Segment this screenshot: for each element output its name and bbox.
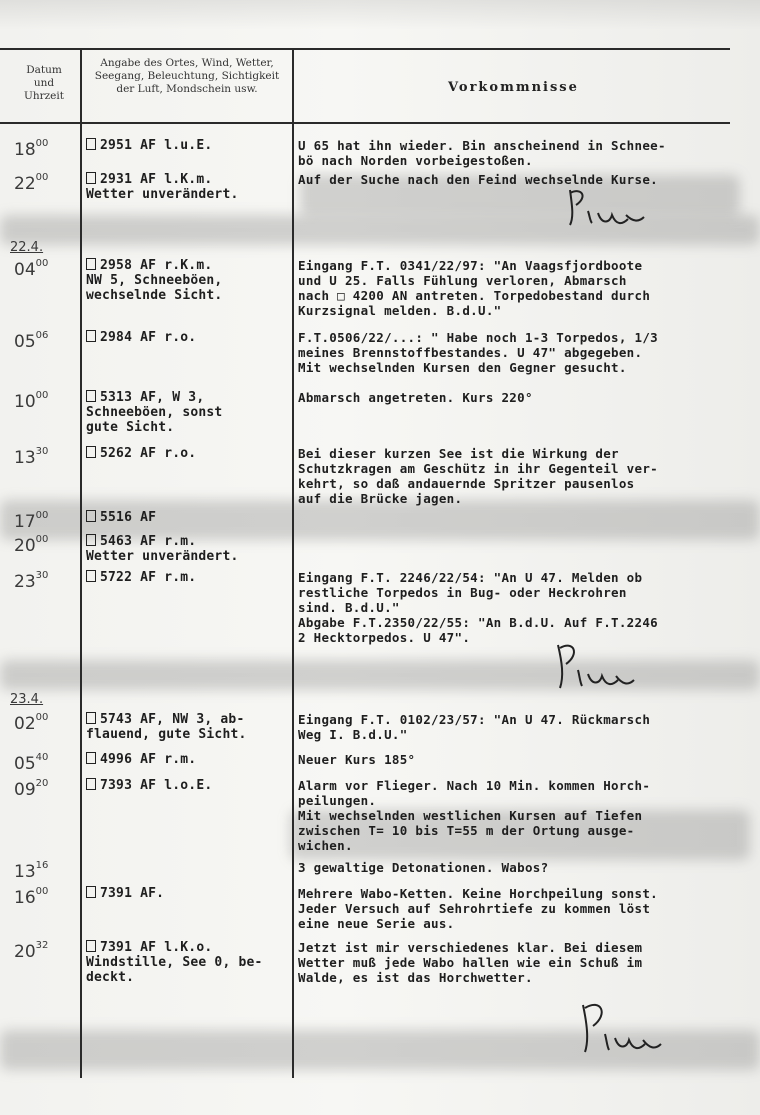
grid-square-icon <box>86 138 96 150</box>
entry-position-text: 5463 AF r.m. Wetter unverändert. <box>86 534 239 564</box>
entry-time <box>14 778 64 800</box>
grid-square-icon <box>86 534 96 546</box>
entry-time <box>14 570 64 592</box>
grid-square-icon <box>86 172 96 184</box>
entry-position <box>86 752 291 767</box>
grid-square-icon <box>86 886 96 898</box>
grid-square-icon <box>86 446 96 458</box>
entry-time-minute: 06 <box>35 330 49 341</box>
entry-time-hour: 17 <box>14 512 36 532</box>
entry-position-text: 5313 AF, W 3, Schneeböen, sonst gute Sicht. <box>86 390 223 435</box>
header-bottom-rule <box>0 122 730 124</box>
entry-time <box>14 534 64 556</box>
entry-time <box>14 886 64 908</box>
entry-time <box>14 940 64 962</box>
entry-event: U 65 hat ihn wieder. Bin anscheinend in Schnee- bö nach Norden vorbeigestoßen. <box>298 138 666 168</box>
entry-position <box>86 510 291 525</box>
entry-time <box>14 138 64 160</box>
entry-time <box>14 390 64 412</box>
entry-time-hour: 20 <box>14 942 36 962</box>
column-divider-2 <box>292 48 294 1078</box>
entry-event: Abmarsch angetreten. Kurs 220° <box>298 390 533 405</box>
entry-event: Bei dieser kurzen See ist die Wirkung der Schutzkragen am Geschütz in ihr Gegenteil ver- kehrt, so daß andauernde Spritzer pausenlos auf die Brücke jagen. <box>298 446 658 506</box>
entry-time-minute: 00 <box>35 510 49 521</box>
entry-position-text: 5516 AF <box>100 510 157 525</box>
entry-time-hour: 05 <box>14 754 36 774</box>
entry-time-minute: 00 <box>35 390 49 401</box>
entry-time <box>14 446 64 468</box>
entry-position-text: 2958 AF r.K.m. NW 5, Schneeböen, wechselnde Sicht. <box>86 258 223 303</box>
signature <box>575 1000 665 1060</box>
header-datum: Datum und Uhrzeit <box>24 64 64 102</box>
entry-time-hour: 09 <box>14 780 36 800</box>
entry-time-hour: 04 <box>14 260 36 280</box>
entry-position <box>86 172 291 202</box>
signature <box>560 185 650 230</box>
entry-time-minute: 32 <box>35 940 49 951</box>
signature <box>548 640 638 695</box>
entry-time-minute: 00 <box>35 712 49 723</box>
entry-time <box>14 172 64 194</box>
entry-time-hour: 13 <box>14 862 36 882</box>
entry-position <box>86 570 291 585</box>
grid-square-icon <box>86 330 96 342</box>
entry-position <box>86 712 291 742</box>
entry-time <box>14 258 64 280</box>
entry-time-minute: 00 <box>35 172 49 183</box>
smudge <box>0 660 760 690</box>
entry-time-hour: 20 <box>14 536 36 556</box>
grid-square-icon <box>86 712 96 724</box>
entry-position <box>86 940 291 985</box>
entry-event: Eingang F.T. 2246/22/54: "An U 47. Melden ob restliche Torpedos in Bug- oder Heckrohren sind. B.d.U." Abgabe F.T.2350/22/55: "An B.d.U. Auf F.T.2246 2 Hecktorpedos. U 47". <box>298 570 658 645</box>
entry-position-text: 5722 AF r.m. <box>100 570 197 585</box>
entry-event: Eingang F.T. 0341/22/97: "An Vaagsfjordboote und U 25. Falls Fühlung verloren, Abmarsch nach □ 4200 AN antreten. Torpedobestand durch Kurzsignal melden. B.d.U." <box>298 258 651 318</box>
entry-position-text: 5262 AF r.o. <box>100 446 197 461</box>
entry-position-text: 2931 AF l.K.m. Wetter unverändert. <box>86 172 239 202</box>
entry-time-hour: 18 <box>14 140 36 160</box>
entry-time-hour: 23 <box>14 572 36 592</box>
entry-time-minute: 40 <box>35 752 49 763</box>
entry-time-hour: 22 <box>14 174 36 194</box>
entry-time-minute: 20 <box>35 778 49 789</box>
entry-date: 23.4. <box>10 692 44 707</box>
grid-square-icon <box>86 940 96 952</box>
grid-square-icon <box>86 570 96 582</box>
entry-position <box>86 886 291 901</box>
entry-time-minute: 00 <box>35 534 49 545</box>
entry-time-hour: 16 <box>14 888 36 908</box>
entry-position <box>86 446 291 461</box>
entry-position-text: 7393 AF l.o.E. <box>100 778 213 793</box>
entry-time-hour: 13 <box>14 448 36 468</box>
entry-event: Eingang F.T. 0102/23/57: "An U 47. Rückmarsch Weg I. B.d.U." <box>298 712 651 742</box>
entry-time <box>14 860 64 882</box>
entry-time-minute: 16 <box>35 860 49 871</box>
entry-position <box>86 258 291 303</box>
grid-square-icon <box>86 510 96 522</box>
entry-position-text: 7391 AF. <box>100 886 165 901</box>
header-ort: Angabe des Ortes, Wind, Wetter, Seegang, Beleuchtung, Sichtigkeit der Luft, Mondschein usw. <box>94 57 280 95</box>
entry-position-text: 5743 AF, NW 3, ab- flauend, gute Sicht. <box>86 712 247 742</box>
entry-time-hour: 02 <box>14 714 36 734</box>
entry-position-text: 2951 AF l.u.E. <box>100 138 213 153</box>
entry-event: Alarm vor Flieger. Nach 10 Min. kommen Horch- peilungen. Mit wechselnden westlichen Kursen auf Tiefen zwischen T= 10 bis T=55 m der Ortung ausge- wichen. <box>298 778 651 853</box>
entry-position <box>86 330 291 345</box>
entry-position-text: 2984 AF r.o. <box>100 330 197 345</box>
entry-time-minute: 00 <box>35 258 49 269</box>
entry-position-text: 7391 AF l.K.o. Windstille, See 0, be- deckt. <box>86 940 263 985</box>
grid-square-icon <box>86 390 96 402</box>
header-vorkommnisse: Vorkommnisse <box>448 80 579 95</box>
entry-date: 22.4. <box>10 240 44 255</box>
entry-position <box>86 778 291 793</box>
entry-time-minute: 00 <box>35 138 49 149</box>
entry-time-hour: 05 <box>14 332 36 352</box>
entry-position <box>86 534 291 564</box>
grid-square-icon <box>86 752 96 764</box>
column-divider-1 <box>80 48 82 1078</box>
entry-event: 3 gewaltige Detonationen. Wabos? <box>298 860 549 875</box>
entry-time <box>14 712 64 734</box>
entry-event: Mehrere Wabo-Ketten. Keine Horchpeilung sonst. Jeder Versuch auf Sehrohrtiefe zu kommen löst eine neue Serie aus. <box>298 886 658 931</box>
entry-time-minute: 30 <box>35 446 49 457</box>
entry-time <box>14 510 64 532</box>
entry-time <box>14 752 64 774</box>
grid-square-icon <box>86 778 96 790</box>
entry-event: Neuer Kurs 185° <box>298 752 416 767</box>
entry-time <box>14 330 64 352</box>
entry-event: Jetzt ist mir verschiedenes klar. Bei diesem Wetter muß jede Wabo hallen wie ein Schuß im Walde, es ist das Horchwetter. <box>298 940 643 985</box>
entry-position <box>86 390 291 435</box>
entry-event: F.T.0506/22/...: " Habe noch 1-3 Torpedos, 1/3 meines Brennstoffbestandes. U 47" abgegeben. Mit wechselnden Kursen den Gegner gesucht. <box>298 330 658 375</box>
entry-event: Auf der Suche nach den Feind wechselnde Kurse. <box>298 172 658 187</box>
entry-time-minute: 00 <box>35 886 49 897</box>
entry-position-text: 4996 AF r.m. <box>100 752 197 767</box>
entry-position <box>86 138 291 153</box>
entry-time-hour: 10 <box>14 392 36 412</box>
header-top-rule <box>0 48 730 50</box>
grid-square-icon <box>86 258 96 270</box>
entry-time-minute: 30 <box>35 570 49 581</box>
